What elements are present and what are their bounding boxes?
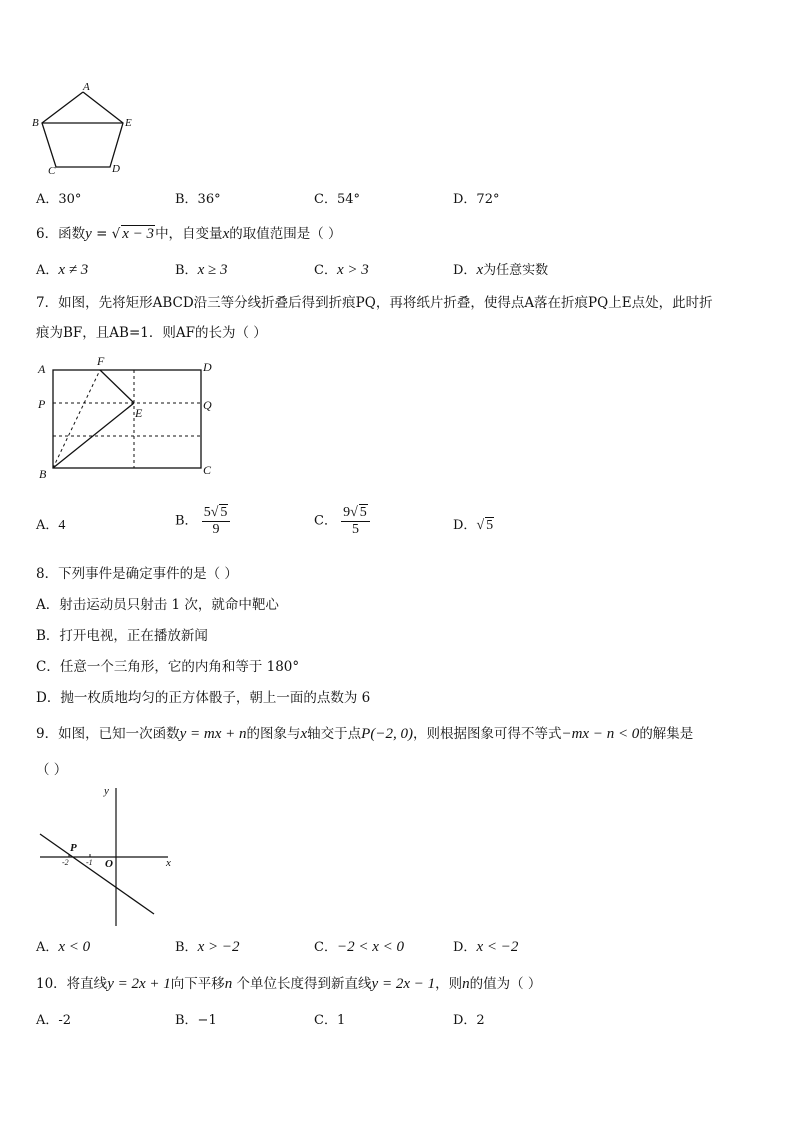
rect-label-f: F bbox=[97, 354, 105, 368]
q10-option-a[interactable]: A．-2 bbox=[36, 1013, 72, 1028]
pentagon-label-c: C bbox=[48, 165, 56, 177]
q10-n2: n bbox=[462, 976, 470, 992]
q7-option-c-letter: C． bbox=[314, 513, 337, 529]
q8-option-b[interactable]: B．打开电视，正在播放新闻 bbox=[36, 628, 208, 644]
q6-option-d-letter: D． bbox=[453, 263, 477, 278]
q8-stem: 8．下列事件是确定事件的是（ ） bbox=[36, 566, 238, 582]
graph-label-minus-1: -1 bbox=[86, 858, 93, 867]
q6-option-b[interactable] bbox=[175, 259, 227, 279]
q10-option-d[interactable]: D．2 bbox=[453, 1013, 485, 1028]
q10-stem-d: ，则 bbox=[435, 976, 463, 992]
q10-stem-e: 的值为（ ） bbox=[469, 976, 542, 992]
q6-option-c-letter: C． bbox=[314, 263, 337, 278]
pentagon-label-b: B bbox=[32, 117, 39, 129]
q9-option-a-math: x < 0 bbox=[58, 939, 91, 955]
q7-option-c[interactable] bbox=[314, 504, 370, 538]
q7-option-a-letter: A． bbox=[36, 518, 59, 533]
q10-option-b[interactable]: B．−1 bbox=[175, 1013, 217, 1028]
q9-answer-paren: （ ） bbox=[36, 762, 68, 778]
rectangle-fold-figure bbox=[34, 354, 224, 484]
pentagon-figure bbox=[30, 80, 140, 180]
segment-fe bbox=[100, 370, 134, 403]
pentagon-label-e: E bbox=[125, 117, 132, 129]
q7-option-c-fraction: $\frac{9√ 5}{5}$ bbox=[341, 504, 370, 538]
q9-option-b[interactable] bbox=[175, 936, 239, 956]
q10-line1: y = 2x + 1 bbox=[107, 976, 171, 992]
q8-option-d[interactable]: D．抛一枚质地均匀的正方体骰子，朝上一面的点数为 6 bbox=[36, 690, 371, 706]
q9-option-d[interactable] bbox=[453, 936, 518, 956]
q7-option-b-fraction: $\frac{5√ 5}{9}$ bbox=[202, 504, 231, 538]
q10-stem-b: 向下平移 bbox=[170, 976, 225, 992]
q9-stem-c: 轴交于点 bbox=[307, 726, 362, 742]
q9-ineq: −mx − n < 0 bbox=[561, 726, 640, 742]
fold-crease-bf bbox=[53, 370, 100, 468]
q10-option-c[interactable]: C．1 bbox=[314, 1013, 346, 1028]
q6-option-d[interactable] bbox=[453, 259, 548, 279]
q6-stem: 6．函数y = √ x − 3中，自变量x的取值范围是（ ） bbox=[36, 226, 342, 242]
q9-stem bbox=[36, 722, 693, 743]
function-line bbox=[40, 834, 154, 914]
q8-option-a[interactable]: A．射击运动员只射击 1 次，就命中靶心 bbox=[36, 597, 279, 613]
pentagon-label-d: D bbox=[112, 163, 120, 175]
q5-option-d[interactable]: D．72° bbox=[453, 192, 500, 207]
q7-option-c-den: 5 bbox=[351, 522, 359, 538]
q9-func: y = mx + n bbox=[179, 726, 247, 742]
pentagon-label-a: A bbox=[83, 81, 90, 93]
graph-label-x: x bbox=[166, 857, 171, 869]
rect-label-b: B bbox=[39, 467, 47, 481]
q9-option-d-math: x < −2 bbox=[476, 939, 519, 955]
rectangle-abcd bbox=[53, 370, 201, 468]
graph-label-o: O bbox=[105, 858, 113, 870]
q9-stem-d: ，则根据图象可得不等式 bbox=[412, 726, 562, 742]
q9-option-b-math: x > −2 bbox=[197, 939, 240, 955]
graph-label-p: P bbox=[70, 842, 77, 854]
q6-suffix-b: 的取值范围是（ ） bbox=[229, 226, 342, 242]
q5-option-b[interactable]: B．36° bbox=[175, 192, 221, 207]
q6-prefix: 6．函数 bbox=[36, 226, 86, 242]
q9-option-c-letter: C． bbox=[314, 940, 337, 955]
q7-option-b-letter: B． bbox=[175, 513, 198, 529]
q6-option-a-math: x ≠ 3 bbox=[58, 262, 89, 278]
q7-option-d[interactable]: D．√ 5 bbox=[453, 518, 494, 533]
q10-stem bbox=[36, 972, 541, 993]
q6-option-c-math: x > 3 bbox=[336, 262, 369, 278]
q7-option-b[interactable] bbox=[175, 504, 230, 538]
q7-option-c-coef: 9 bbox=[343, 505, 351, 520]
graph-label-y: y bbox=[104, 785, 109, 797]
rect-label-a: A bbox=[38, 362, 46, 376]
rect-label-d: D bbox=[203, 360, 212, 374]
q6-option-a[interactable] bbox=[36, 259, 88, 279]
q9-stem-a: 9．如图，已知一次函数 bbox=[36, 726, 180, 742]
q6-option-b-math: x ≥ 3 bbox=[197, 262, 228, 278]
rect-label-e: E bbox=[135, 406, 143, 420]
q9-point: P(−2, 0) bbox=[361, 726, 413, 742]
q7-option-b-coef: 5 bbox=[203, 505, 211, 520]
rect-label-q: Q bbox=[203, 398, 212, 412]
q6-option-c[interactable] bbox=[314, 259, 369, 279]
q7-option-b-den: 9 bbox=[212, 522, 220, 538]
q9-option-b-letter: B． bbox=[175, 940, 198, 955]
q6-radicand: x − 3 bbox=[122, 226, 155, 242]
q7-option-d-letter: D． bbox=[453, 518, 477, 533]
rect-label-c: C bbox=[203, 463, 212, 477]
q6-option-d-math: x bbox=[476, 262, 484, 278]
q7-stem-line1: 7．如图，先将矩形ABCD沿三等分线折叠后得到折痕PQ，再将纸片折叠，使得点A落在折痕PQ上E点处，此时折 bbox=[36, 295, 713, 311]
q6-eq: = bbox=[96, 226, 108, 242]
q7-stem-line2: 痕为BF，且AB=1．则AF的长为（ ） bbox=[36, 325, 267, 341]
graph-label-minus-2: -2 bbox=[62, 858, 69, 867]
q6-suffix-a: 中，自变量 bbox=[155, 226, 223, 242]
q9-option-c[interactable] bbox=[314, 936, 404, 956]
q10-stem-a: 10．将直线 bbox=[36, 976, 108, 992]
q9-option-a-letter: A． bbox=[36, 940, 59, 955]
q5-option-a[interactable]: A．30° bbox=[36, 192, 82, 207]
q9-option-d-letter: D． bbox=[453, 940, 477, 955]
pentagon-outline bbox=[42, 92, 123, 167]
q9-option-a[interactable] bbox=[36, 936, 90, 956]
q9-stem-b: 的图象与 bbox=[246, 726, 301, 742]
q6-var: x bbox=[222, 226, 230, 242]
q7-option-a[interactable] bbox=[36, 514, 65, 534]
q10-line2: y = 2x − 1 bbox=[371, 976, 436, 992]
q6-option-d-text: 为任意实数 bbox=[483, 263, 549, 278]
rect-label-p: P bbox=[38, 397, 46, 411]
q9-stem-e: 的解集是 bbox=[639, 726, 694, 742]
q7-option-a-value: 4 bbox=[58, 518, 66, 533]
q6-y: y bbox=[85, 226, 92, 242]
q6-option-b-letter: B． bbox=[175, 263, 198, 278]
q10-stem-c: 个单位长度得到新直线 bbox=[236, 976, 372, 992]
linear-function-graph bbox=[36, 784, 182, 930]
q7-option-d-rad: 5 bbox=[486, 518, 494, 533]
q8-option-c[interactable]: C．任意一个三角形，它的内角和等于 180° bbox=[36, 659, 300, 675]
q10-n1: n bbox=[224, 976, 233, 992]
q7-option-c-rad: 5 bbox=[359, 505, 367, 520]
q9-axis: x bbox=[300, 726, 308, 742]
q7-option-b-rad: 5 bbox=[220, 505, 228, 520]
q9-option-c-math: −2 < x < 0 bbox=[336, 939, 404, 955]
q5-option-c[interactable]: C．54° bbox=[314, 192, 360, 207]
q6-option-a-letter: A． bbox=[36, 263, 59, 278]
